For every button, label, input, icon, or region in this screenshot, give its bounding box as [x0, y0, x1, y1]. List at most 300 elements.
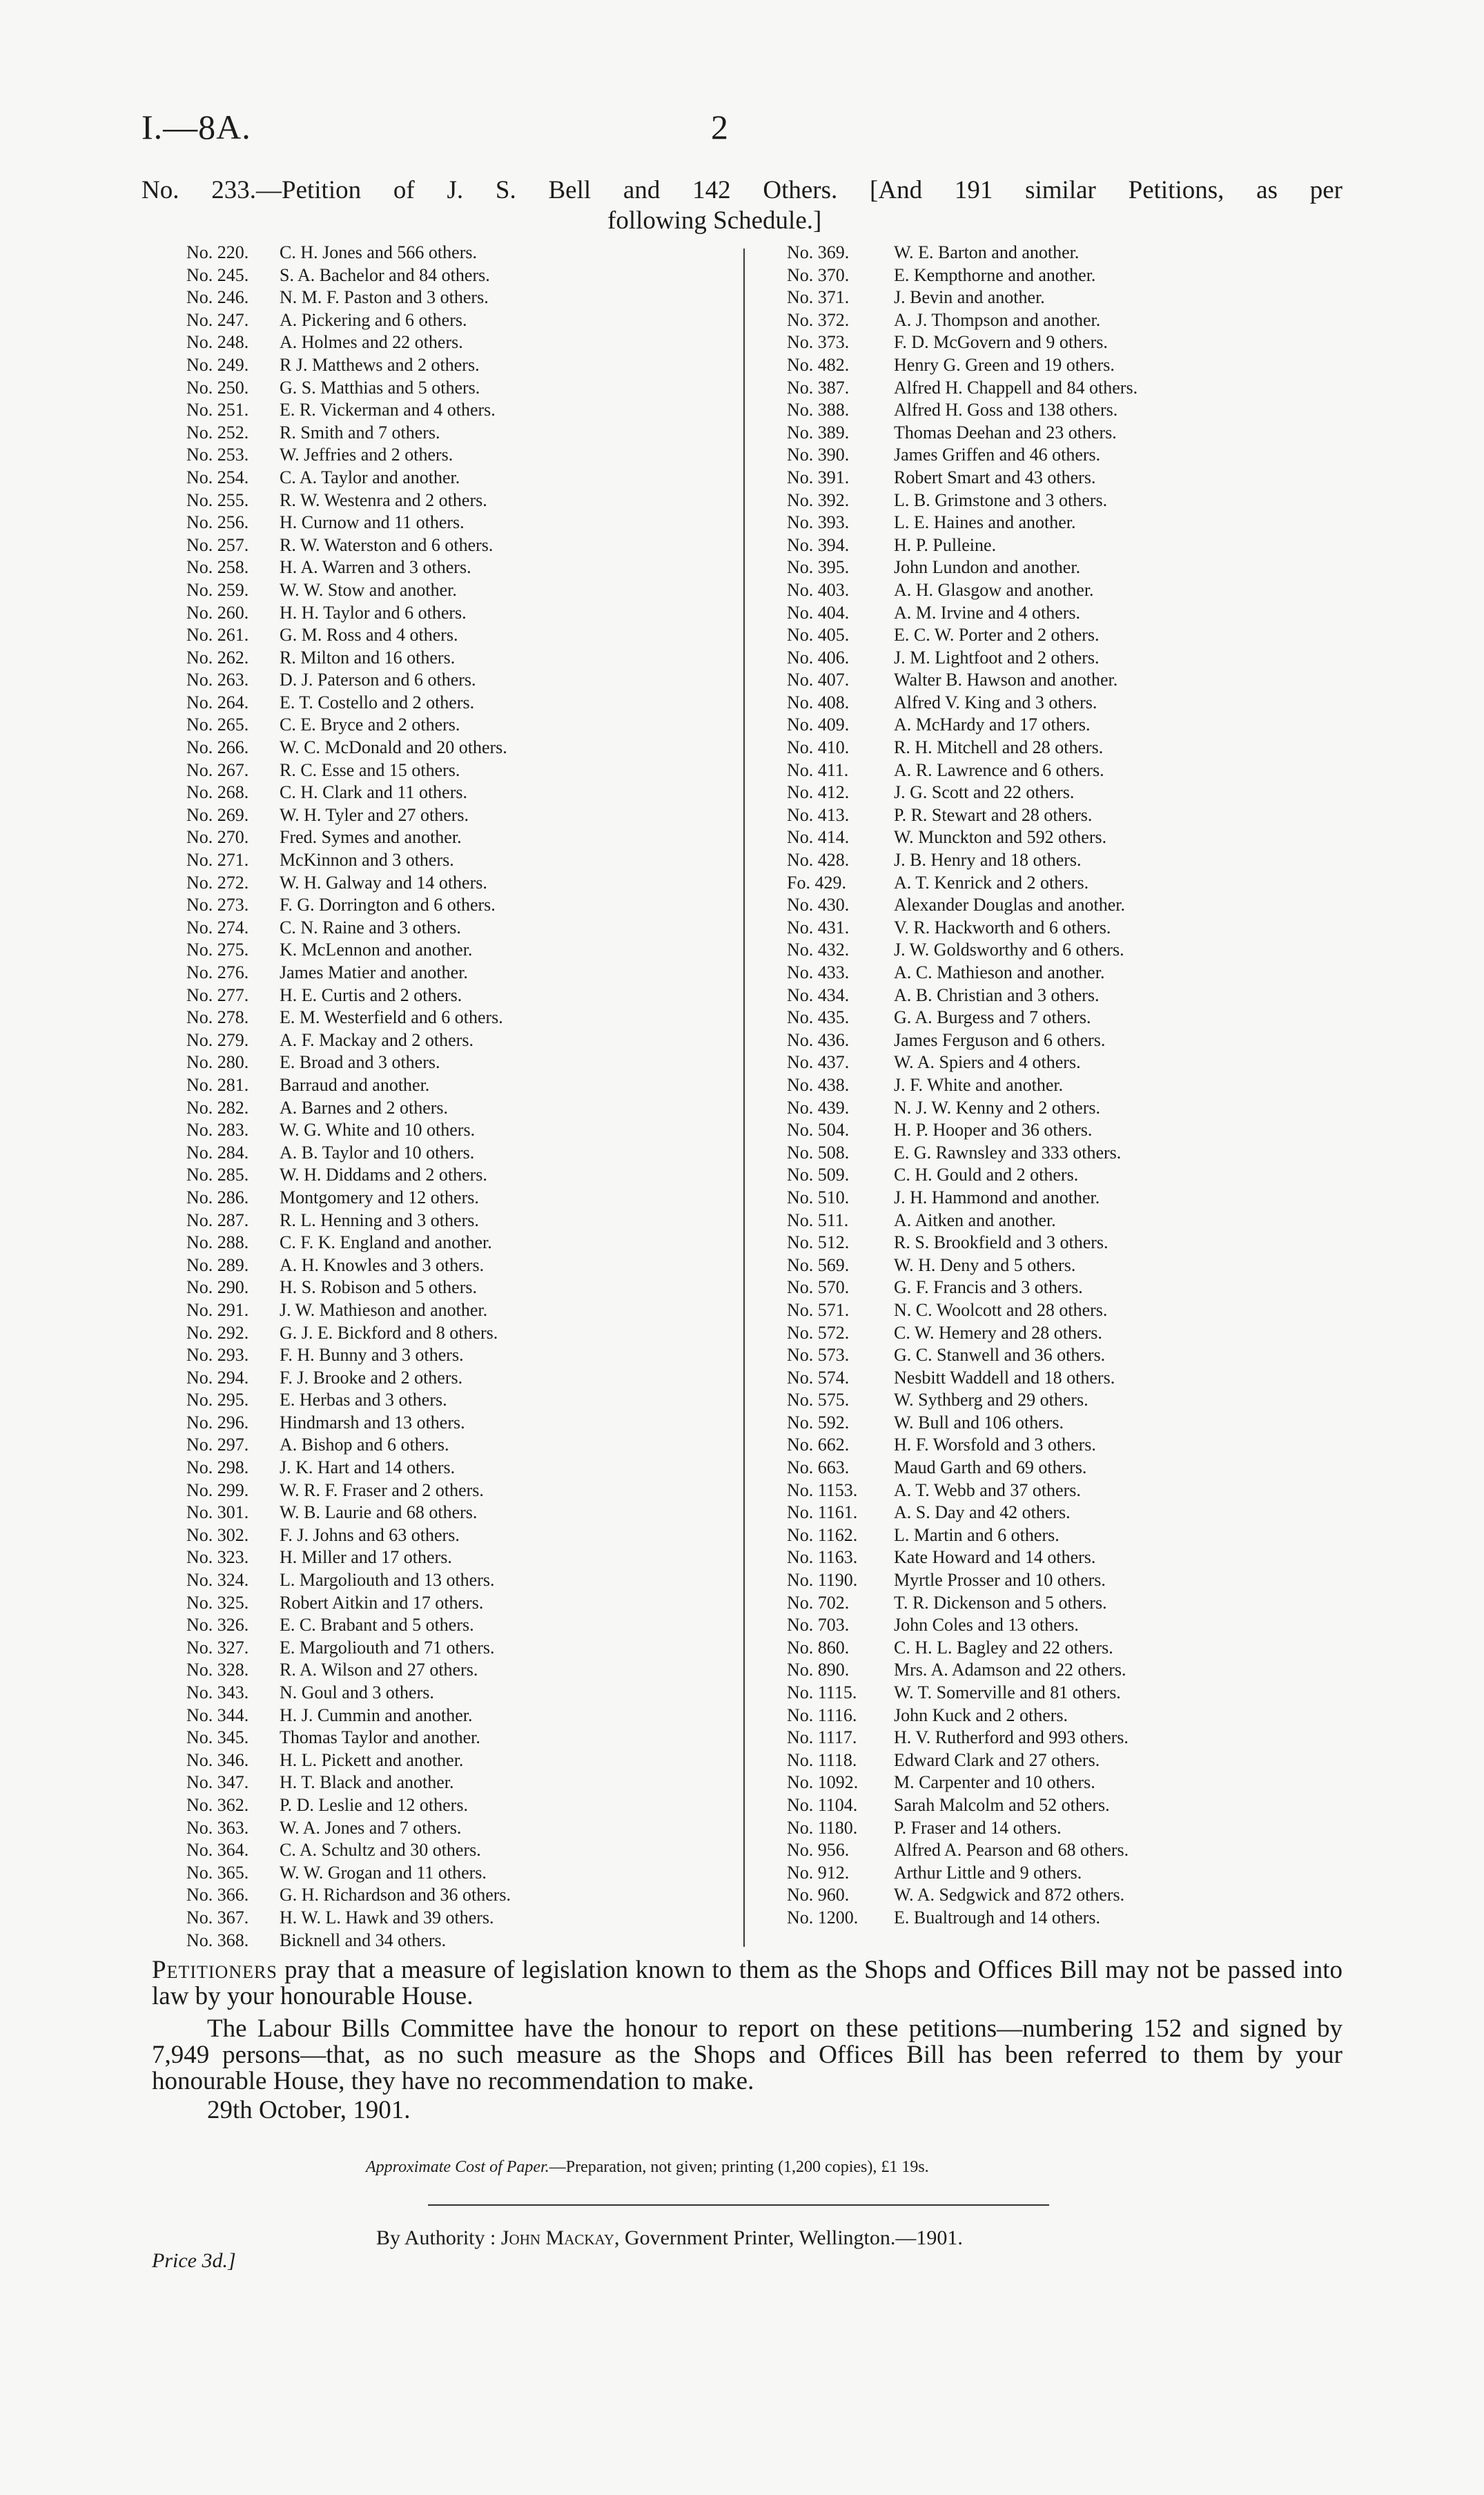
- petition-number: No. 392.: [787, 489, 850, 510]
- petition-number: No. 265.: [186, 715, 249, 735]
- petitioner-names: H. T. Black and another.: [280, 1772, 454, 1793]
- schedule-entry: [186, 1097, 739, 1120]
- petitioner-names: Nesbitt Waddell and 18 others.: [894, 1367, 1115, 1388]
- petitioner-names: A. H. Glasgow and another.: [894, 579, 1094, 600]
- schedule-entry: [186, 939, 739, 962]
- schedule-entry: [186, 1479, 739, 1502]
- schedule-entry: [787, 1524, 1339, 1547]
- schedule-entry: [787, 1097, 1339, 1120]
- schedule-entry: [186, 1884, 739, 1907]
- petitioner-names: F. J. Johns and 63 others.: [280, 1524, 460, 1545]
- schedule-entry: [186, 422, 739, 445]
- petitioner-names: A. T. Kenrick and 2 others.: [894, 872, 1089, 893]
- petition-number: No. 372.: [787, 309, 850, 330]
- schedule-entry: [186, 1412, 739, 1435]
- schedule-entry: [186, 1119, 739, 1142]
- petition-number: No. 367.: [186, 1907, 249, 1928]
- schedule-entry: [787, 1682, 1339, 1705]
- schedule-entry: [787, 1074, 1339, 1097]
- petition-number: No. 260.: [186, 602, 249, 623]
- page-number: 2: [711, 108, 728, 146]
- schedule-entry: [787, 1119, 1339, 1142]
- petitioner-names: A. B. Taylor and 10 others.: [280, 1142, 475, 1163]
- schedule-entry: [186, 647, 739, 670]
- petitioner-names: C. H. Jones and 566 others.: [280, 242, 477, 262]
- petitioner-names: R. Smith and 7 others.: [280, 422, 440, 443]
- petitioner-names: H. S. Robison and 5 others.: [280, 1277, 477, 1298]
- petitioner-names: Edward Clark and 27 others.: [894, 1749, 1100, 1770]
- petition-number: No. 1115.: [787, 1682, 857, 1702]
- petition-number: No. 890.: [787, 1660, 850, 1680]
- petition-number: No. 343.: [186, 1682, 249, 1702]
- petitioner-names: Alfred H. Chappell and 84 others.: [894, 377, 1138, 398]
- petition-number: No. 254.: [186, 467, 249, 487]
- petition-number: No. 408.: [787, 692, 850, 712]
- petitioner-names: P. D. Leslie and 12 others.: [280, 1794, 468, 1815]
- petition-number: No. 510.: [787, 1187, 850, 1207]
- petitioner-names: E. Herbas and 3 others.: [280, 1390, 447, 1410]
- petitioner-names: A. Barnes and 2 others.: [280, 1097, 449, 1118]
- petitioner-names: H. W. L. Hawk and 39 others.: [280, 1907, 494, 1928]
- schedule-entry: [787, 962, 1339, 984]
- petition-number: No. 437.: [787, 1052, 850, 1073]
- petition-number: No. 572.: [787, 1322, 850, 1343]
- footer-rule: [428, 2204, 1049, 2206]
- petitioner-names: G. A. Burgess and 7 others.: [894, 1007, 1091, 1028]
- petition-number: No. 1200.: [787, 1907, 859, 1928]
- petition-number: No. 663.: [787, 1457, 850, 1478]
- schedule-entry: [186, 1389, 739, 1412]
- petition-number: No. 295.: [186, 1390, 249, 1410]
- petition-number: No. 258.: [186, 557, 249, 578]
- schedule-entry: [787, 579, 1339, 602]
- schedule-entry: [186, 826, 739, 849]
- petition-number: No. 512.: [787, 1232, 850, 1253]
- petitioner-names: W. H. Tyler and 27 others.: [280, 804, 469, 825]
- petition-number: No. 1153.: [787, 1479, 858, 1500]
- petitioner-names: W. G. White and 10 others.: [280, 1120, 476, 1140]
- petitioner-names: D. J. Paterson and 6 others.: [280, 670, 476, 690]
- petitioner-names: V. R. Hackworth and 6 others.: [894, 917, 1111, 938]
- petitioner-names: W. A. Sedgwick and 872 others.: [894, 1885, 1125, 1905]
- schedule-entry: [186, 872, 739, 895]
- petition-number: No. 393.: [787, 512, 850, 533]
- petition-number: No. 250.: [186, 377, 249, 398]
- petitioner-names: H. J. Cummin and another.: [280, 1705, 473, 1725]
- schedule-entry: [787, 1749, 1339, 1772]
- petition-number: No. 365.: [186, 1862, 249, 1883]
- petition-number: No. 298.: [186, 1457, 249, 1478]
- schedule-entry: [787, 624, 1339, 647]
- schedule-entry: [787, 1254, 1339, 1277]
- petition-number: No. 327.: [186, 1637, 249, 1658]
- petition-number: No. 323.: [186, 1547, 249, 1568]
- schedule-entry: [787, 647, 1339, 670]
- petition-number: No. 571.: [787, 1299, 850, 1320]
- petitioner-names: H. V. Rutherford and 993 others.: [894, 1727, 1129, 1748]
- petition-number: No. 289.: [186, 1254, 249, 1275]
- petition-number: No. 301.: [186, 1502, 249, 1523]
- petition-number: No. 302.: [186, 1524, 249, 1545]
- schedule-right-column: [787, 242, 1339, 1930]
- petition-number: No. 280.: [186, 1052, 249, 1073]
- petitioner-names: James Ferguson and 6 others.: [894, 1029, 1106, 1050]
- petitioner-names: C. F. K. England and another.: [280, 1232, 492, 1253]
- schedule-entry: [186, 669, 739, 692]
- schedule-left-column: [186, 242, 739, 1952]
- schedule-entry: [186, 556, 739, 579]
- petitioner-names: G. J. E. Bickford and 8 others.: [280, 1322, 498, 1343]
- schedule-entry: [787, 1614, 1339, 1637]
- petition-number: No. 703.: [787, 1615, 850, 1635]
- petition-number: No. 387.: [787, 377, 850, 398]
- prayer-text: pray that a measure of legislation known to them as the Shops and Offices Bill may not be passed into law by your honourable House.: [152, 1956, 1343, 2010]
- petition-number: No. 438.: [787, 1074, 850, 1095]
- petition-number: No. 407.: [787, 670, 850, 690]
- petition-number: No. 245.: [186, 264, 249, 285]
- schedule-entry: [186, 1771, 739, 1794]
- petition-number: No. 268.: [186, 782, 249, 803]
- petition-number: No. 292.: [186, 1322, 249, 1343]
- petitioner-names: A. T. Webb and 37 others.: [894, 1479, 1081, 1500]
- petitioner-names: E. Kempthorne and another.: [894, 264, 1096, 285]
- schedule-entry: [787, 1637, 1339, 1660]
- petitioner-names: James Griffen and 46 others.: [894, 445, 1101, 465]
- petitioner-names: C. A. Taylor and another.: [280, 467, 460, 487]
- petition-number: No. 256.: [186, 512, 249, 533]
- petitioner-names: E. M. Westerfield and 6 others.: [280, 1007, 503, 1028]
- petition-number: No. 293.: [186, 1345, 249, 1366]
- petition-number: No. 511.: [787, 1210, 849, 1230]
- petitioner-names: Montgomery and 12 others.: [280, 1187, 479, 1207]
- cost-label: Approximate Cost of Paper.: [366, 2158, 549, 2176]
- petitioner-names: H. P. Hooper and 36 others.: [894, 1120, 1093, 1140]
- schedule-entry: [186, 1862, 739, 1885]
- petitioner-names: J. K. Hart and 14 others.: [280, 1457, 456, 1478]
- schedule-entry: [787, 781, 1339, 804]
- schedule-entry: [186, 309, 739, 332]
- petitioner-names: R. A. Wilson and 27 others.: [280, 1660, 478, 1680]
- schedule-entry: [186, 1434, 739, 1457]
- schedule-entry: [787, 917, 1339, 940]
- schedule-entry: [787, 1051, 1339, 1074]
- schedule-entry: [787, 512, 1339, 534]
- schedule-entry: [186, 1344, 739, 1367]
- schedule-entry: [186, 1930, 739, 1952]
- schedule-entry: [186, 1569, 739, 1592]
- petitioner-names: J. G. Scott and 22 others.: [894, 782, 1075, 803]
- schedule-entry: [186, 1457, 739, 1479]
- petition-number: No. 247.: [186, 309, 249, 330]
- schedule-entry: [186, 534, 739, 557]
- petitioner-names: W. C. McDonald and 20 others.: [280, 737, 507, 758]
- petition-number: No. 252.: [186, 422, 249, 443]
- petitioner-names: W. Bull and 106 others.: [894, 1412, 1064, 1433]
- schedule-entry: [186, 1839, 739, 1862]
- petitioner-names: L. Margoliouth and 13 others.: [280, 1570, 495, 1591]
- petitioner-names: A. McHardy and 17 others.: [894, 715, 1091, 735]
- petitioner-names: N. J. W. Kenny and 2 others.: [894, 1097, 1100, 1118]
- authority-suffix: , Government Printer, Wellington.—1901.: [614, 2226, 963, 2249]
- petition-number: No. 436.: [787, 1029, 850, 1050]
- schedule-entry: [186, 331, 739, 354]
- petition-number: No. 276.: [186, 962, 249, 982]
- schedule-entry: [186, 1502, 739, 1524]
- schedule-entry: [787, 377, 1339, 400]
- petition-number: No. 390.: [787, 445, 850, 465]
- petitioner-names: John Kuck and 2 others.: [894, 1705, 1068, 1725]
- petitioner-names: C. E. Bryce and 2 others.: [280, 715, 460, 735]
- petition-number: No. 414.: [787, 827, 850, 848]
- schedule-entry: [186, 984, 739, 1007]
- petition-number: No. 482.: [787, 354, 850, 375]
- schedule-entry: [787, 1029, 1339, 1052]
- schedule-entry: [787, 669, 1339, 692]
- petition-number: No. 430.: [787, 895, 850, 915]
- petition-number: No. 328.: [186, 1660, 249, 1680]
- schedule-entry: [787, 849, 1339, 872]
- schedule-entry: [186, 512, 739, 534]
- schedule-entry: [787, 1412, 1339, 1435]
- petitioner-names: H. F. Worsfold and 3 others.: [894, 1435, 1096, 1455]
- schedule-entry: [787, 1389, 1339, 1412]
- petition-number: No. 1116.: [787, 1705, 857, 1725]
- petition-number: No. 1161.: [787, 1502, 858, 1523]
- petitioner-names: Sarah Malcolm and 52 others.: [894, 1794, 1110, 1815]
- schedule-entry: [787, 737, 1339, 759]
- petition-number: No. 288.: [186, 1232, 249, 1253]
- prayer-lead: Petitioners: [152, 1956, 277, 1984]
- schedule-entry: [787, 1007, 1339, 1029]
- petitioner-names: S. A. Bachelor and 84 others.: [280, 264, 490, 285]
- petition-number: No. 370.: [787, 264, 850, 285]
- petitioner-names: R. H. Mitchell and 28 others.: [894, 737, 1104, 758]
- schedule-entry: [787, 1862, 1339, 1885]
- schedule-entry: [787, 1322, 1339, 1345]
- petition-number: No. 364.: [186, 1840, 249, 1861]
- petitioner-names: C. W. Hemery and 28 others.: [894, 1322, 1102, 1343]
- petitioner-names: J. M. Lightfoot and 2 others.: [894, 647, 1100, 668]
- petitioner-names: Hindmarsh and 13 others.: [280, 1412, 465, 1433]
- schedule-entry: [787, 1210, 1339, 1232]
- schedule-entry: [186, 399, 739, 422]
- cost-text: —Preparation, not given; printing (1,200 copies), £1 19s.: [549, 2158, 929, 2176]
- petition-number: No. 371.: [787, 287, 850, 308]
- petition-number: No. 912.: [787, 1862, 850, 1883]
- petition-number: No. 411.: [787, 759, 849, 780]
- petition-number: No. 1163.: [787, 1547, 858, 1568]
- schedule-entry: [787, 1705, 1339, 1727]
- schedule-entry: [186, 1817, 739, 1840]
- petitioner-names: J. Bevin and another.: [894, 287, 1045, 308]
- petitioner-names: L. E. Haines and another.: [894, 512, 1076, 533]
- petition-number: No. 1180.: [787, 1817, 858, 1838]
- petition-number: No. 439.: [787, 1097, 850, 1118]
- schedule-entry: [787, 556, 1339, 579]
- petition-number: No. 299.: [186, 1479, 249, 1500]
- petition-number: No. 346.: [186, 1749, 249, 1770]
- schedule-entry: [186, 1007, 739, 1029]
- petitioner-names: C. N. Raine and 3 others.: [280, 917, 461, 938]
- petition-number: No. 394.: [787, 534, 850, 555]
- petition-number: No. 290.: [186, 1277, 249, 1298]
- petitioner-names: A. H. Knowles and 3 others.: [280, 1254, 485, 1275]
- petitioner-names: R. C. Esse and 15 others.: [280, 759, 460, 780]
- petitioner-names: Fred. Symes and another.: [280, 827, 462, 848]
- petitioner-names: W. H. Diddams and 2 others.: [280, 1165, 487, 1185]
- petitioner-names: Robert Aitkin and 17 others.: [280, 1592, 484, 1613]
- petitioner-names: G. F. Francis and 3 others.: [894, 1277, 1083, 1298]
- petition-number: No. 347.: [186, 1772, 249, 1793]
- petitioner-names: Alfred A. Pearson and 68 others.: [894, 1840, 1129, 1861]
- petitioner-names: M. Carpenter and 10 others.: [894, 1772, 1095, 1793]
- petitioner-names: W. Jeffries and 2 others.: [280, 445, 453, 465]
- petitioner-names: R J. Matthews and 2 others.: [280, 354, 480, 375]
- petitioner-names: J. W. Goldsworthy and 6 others.: [894, 940, 1124, 960]
- schedule-entry: [186, 781, 739, 804]
- schedule-entry: [787, 489, 1339, 512]
- petitioner-names: W. W. Grogan and 11 others.: [280, 1862, 487, 1883]
- petitioner-names: H. P. Pulleine.: [894, 534, 997, 555]
- petition-number: No. 278.: [186, 1007, 249, 1028]
- petition-number: No. 220.: [186, 242, 249, 262]
- petition-number: No. 285.: [186, 1165, 249, 1185]
- petitioner-names: R. W. Waterston and 6 others.: [280, 534, 494, 555]
- petitioner-names: C. H. Clark and 11 others.: [280, 782, 467, 803]
- schedule-entry: [186, 1524, 739, 1547]
- schedule-entry: [787, 1727, 1339, 1749]
- petitioner-names: A. F. Mackay and 2 others.: [280, 1029, 473, 1050]
- schedule-entry: [787, 1479, 1339, 1502]
- schedule-entry: [787, 1187, 1339, 1210]
- petitioner-names: A. Bishop and 6 others.: [280, 1435, 449, 1455]
- schedule-entry: [186, 894, 739, 917]
- schedule-entry: [186, 377, 739, 400]
- petitioner-names: E. Bualtrough and 14 others.: [894, 1907, 1100, 1928]
- petitioner-names: H. E. Curtis and 2 others.: [280, 984, 462, 1005]
- petitioner-names: W. Sythberg and 29 others.: [894, 1390, 1088, 1410]
- petition-number: No. 286.: [186, 1187, 249, 1207]
- petition-number: No. 262.: [186, 647, 249, 668]
- cost-line: [366, 2158, 929, 2177]
- petition-number: No. 255.: [186, 489, 249, 510]
- petition-number: No. 257.: [186, 534, 249, 555]
- schedule-entry: [787, 264, 1339, 287]
- petitioner-names: R. W. Westenra and 2 others.: [280, 489, 487, 510]
- schedule-entry: [787, 894, 1339, 917]
- schedule-entry: [787, 534, 1339, 557]
- petitioner-names: A. J. Thompson and another.: [894, 309, 1101, 330]
- petition-number: No. 345.: [186, 1727, 249, 1748]
- petitioner-names: J. H. Hammond and another.: [894, 1187, 1100, 1207]
- petition-number: No. 281.: [186, 1074, 249, 1095]
- petitioner-names: G. M. Ross and 4 others.: [280, 625, 458, 645]
- petition-number: No. 261.: [186, 625, 249, 645]
- schedule-entry: [186, 1705, 739, 1727]
- schedule-entry: [186, 1637, 739, 1660]
- petition-number: No. 403.: [787, 579, 850, 600]
- petitioner-names: A. Holmes and 22 others.: [280, 332, 463, 353]
- petition-number: No. 404.: [787, 602, 850, 623]
- petitioner-names: L. Martin and 6 others.: [894, 1524, 1060, 1545]
- schedule-entry: [787, 1817, 1339, 1840]
- petition-number: No. 270.: [186, 827, 249, 848]
- schedule-entry: [186, 1299, 739, 1322]
- petitioner-names: H. L. Pickett and another.: [280, 1749, 464, 1770]
- schedule-entry: [787, 467, 1339, 489]
- schedule-entry: [787, 1839, 1339, 1862]
- petitioner-names: W. A. Spiers and 4 others.: [894, 1052, 1081, 1073]
- petition-number: No. 283.: [186, 1120, 249, 1140]
- petitioner-names: Alexander Douglas and another.: [894, 895, 1126, 915]
- petitioner-names: Arthur Little and 9 others.: [894, 1862, 1082, 1883]
- document-reference: I.—8A.: [141, 108, 251, 146]
- petition-number: No. 264.: [186, 692, 249, 712]
- schedule-entry: [186, 917, 739, 940]
- schedule-entry: [186, 354, 739, 377]
- petition-number: No. 277.: [186, 984, 249, 1005]
- petitioner-names: N. Goul and 3 others.: [280, 1682, 434, 1702]
- petitioner-names: Mrs. A. Adamson and 22 others.: [894, 1660, 1126, 1680]
- schedule-entry: [787, 826, 1339, 849]
- schedule-entry: [787, 1546, 1339, 1569]
- petitioner-names: E. G. Rawnsley and 333 others.: [894, 1142, 1122, 1163]
- schedule-entry: [787, 354, 1339, 377]
- schedule-entry: [787, 1276, 1339, 1299]
- price: Price 3d.]: [152, 2249, 236, 2272]
- petition-number: No. 368.: [186, 1930, 249, 1950]
- petitioner-names: H. A. Warren and 3 others.: [280, 557, 471, 578]
- schedule-entry: [787, 1457, 1339, 1479]
- schedule-entry: [787, 804, 1339, 827]
- schedule-entry: [787, 1592, 1339, 1615]
- petitioner-names: Myrtle Prosser and 10 others.: [894, 1570, 1106, 1591]
- petition-number: No. 267.: [186, 759, 249, 780]
- petitioner-names: C. H. Gould and 2 others.: [894, 1165, 1079, 1185]
- petitioner-names: N. M. F. Paston and 3 others.: [280, 287, 489, 308]
- petitioner-names: McKinnon and 3 others.: [280, 850, 454, 871]
- petition-number: No. 592.: [787, 1412, 850, 1433]
- schedule-entry: [186, 1907, 739, 1930]
- petitioner-names: Robert Smart and 43 others.: [894, 467, 1096, 487]
- petition-number: No. 362.: [186, 1794, 249, 1815]
- authority-line: [376, 2226, 963, 2250]
- petition-number: No. 504.: [787, 1120, 850, 1140]
- petitioner-names: Bicknell and 34 others.: [280, 1930, 447, 1950]
- schedule-entry: [787, 872, 1339, 895]
- petitioner-names: Kate Howard and 14 others.: [894, 1547, 1096, 1568]
- petition-number: No. 282.: [186, 1097, 249, 1118]
- petition-number: No. 248.: [186, 332, 249, 353]
- schedule-entry: [186, 1074, 739, 1097]
- petition-number: No. 388.: [787, 400, 850, 420]
- schedule-entry: [787, 984, 1339, 1007]
- petitioner-names: R. L. Henning and 3 others.: [280, 1210, 479, 1230]
- petition-number: No. 294.: [186, 1367, 249, 1388]
- schedule-entry: [186, 1727, 739, 1749]
- petition-number: No. 662.: [787, 1435, 850, 1455]
- petitioner-names: Walter B. Hawson and another.: [894, 670, 1118, 690]
- petitioner-names: W. A. Jones and 7 others.: [280, 1817, 462, 1838]
- petition-number: No. 296.: [186, 1412, 249, 1433]
- petition-number: No. 405.: [787, 625, 850, 645]
- petition-number: No. 956.: [787, 1840, 850, 1861]
- petitioner-names: P. R. Stewart and 28 others.: [894, 804, 1093, 825]
- schedule-entry: [186, 1682, 739, 1705]
- petition-number: No. 297.: [186, 1435, 249, 1455]
- petition-number: No. 412.: [787, 782, 850, 803]
- petitioner-names: T. R. Dickenson and 5 others.: [894, 1592, 1107, 1613]
